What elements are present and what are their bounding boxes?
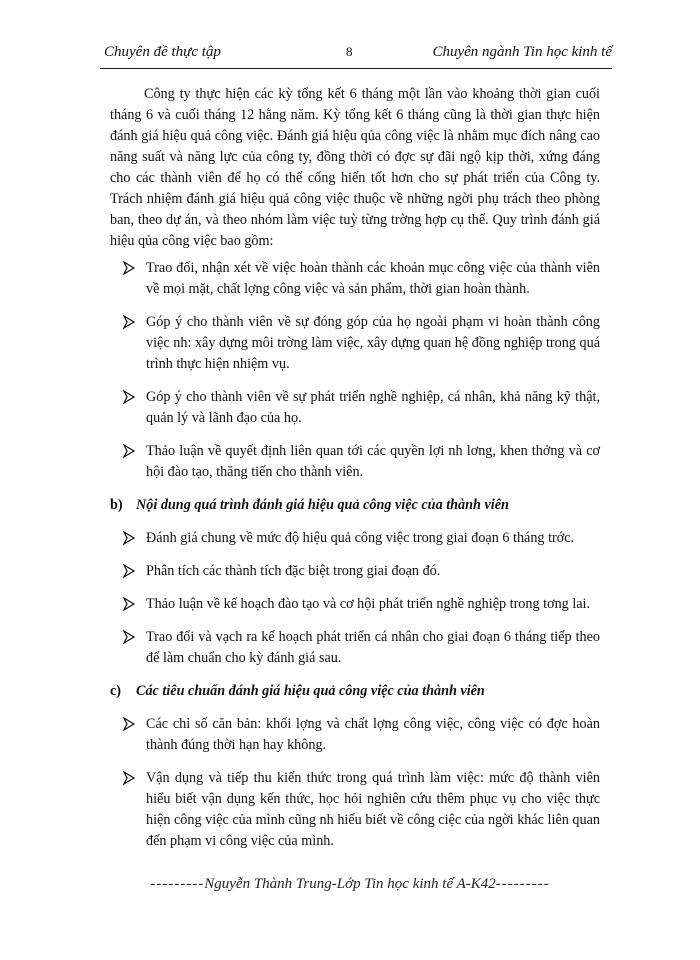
arrowhead-bullet-icon xyxy=(122,717,136,731)
list-item xyxy=(110,387,600,429)
list-item-text: Các chỉ số căn bản: khối lợng và chất lợng công việc, công việc có đợc hoàn thành đúng thời hạn hay không. xyxy=(146,716,600,753)
page-header xyxy=(100,40,612,69)
list-item xyxy=(110,714,600,756)
list-item-text: Đánh giá chung về mức độ hiệu quả công việc trong giai đoạn 6 tháng trớc. xyxy=(146,530,575,546)
section-c-title: Các tiêu chuẩn đánh giá hiệu quả công việc của thành viên xyxy=(136,683,485,699)
section-b-title: Nội dung quá trình đánh giá hiệu quả công việc của thành viên xyxy=(136,497,509,513)
list-item-text: Thảo luận về quyết định liên quan tới các quyền lợi nh lơng, khen thởng và cơ hội đào tạo, thăng tiến cho thành viên. xyxy=(146,443,600,480)
footer-author: Nguyễn Thành Trung-Lớp Tin học kinh tế A-K42 xyxy=(204,876,496,892)
list-item xyxy=(110,312,600,375)
footer-dashes-left: --------- xyxy=(150,876,205,892)
section-b-list xyxy=(110,528,600,669)
arrowhead-bullet-icon xyxy=(122,630,136,644)
list-item-text: Trao đổi và vạch ra kế hoạch phát triển cá nhân cho giai đoạn 6 tháng tiếp theo để làm chuẩn cho kỳ đánh giá sau. xyxy=(146,629,600,666)
list-item-text: Thảo luận về kế hoạch đào tạo và cơ hội phát triển nghề nghiệp trong tơng lai. xyxy=(146,596,591,612)
page-footer xyxy=(0,876,700,893)
intro-paragraph: Công ty thực hiện các kỳ tổng kết 6 tháng một lần vào khoảng thời gian cuối tháng 6 và cuối tháng 12 hằng năm. Kỳ tổng kết 6 tháng cũng là thời gian thực hiện đánh giá hiệu quả công việc. Đánh giá hiệu qủa công việc là nhằm mục đích nâng cao năng suất và năng lực của công ty, đồng thời có đợc sự đãi ngộ kịp thời, xứng đáng cho các thành viên để họ có thể cống hiến tốt hơn cho sự phát triển của Công ty. Trách nhiệm đánh giá hiệu quả công việc thuộc về những ngời phụ trách theo phòng ban, theo dự án, và theo nhóm làm việc tuỳ từng trờng hợp cụ thể. Quy trình đánh giá hiệu qủa công việc bao gồm: xyxy=(110,86,600,249)
arrowhead-bullet-icon xyxy=(122,444,136,458)
arrowhead-bullet-icon xyxy=(122,597,136,611)
list-item xyxy=(110,561,600,582)
header-left-title: Chuyên đề thực tập xyxy=(104,44,221,60)
arrowhead-bullet-icon xyxy=(122,261,136,275)
list-item xyxy=(110,627,600,669)
list-item xyxy=(110,528,600,549)
list-item xyxy=(110,441,600,483)
list-item-text: Phân tích các thành tích đặc biệt trong giai đoạn đó. xyxy=(146,563,441,579)
arrowhead-bullet-icon xyxy=(122,531,136,545)
header-right-title: Chuyên ngành Tin học kinh tế xyxy=(432,44,612,60)
page-number: 8 xyxy=(346,44,353,59)
page-body xyxy=(110,84,600,864)
list-item xyxy=(110,594,600,615)
arrowhead-bullet-icon xyxy=(122,315,136,329)
section-c-list xyxy=(110,714,600,852)
list-item xyxy=(110,258,600,300)
evaluation-steps-list xyxy=(110,258,600,483)
list-item-text: Góp ý cho thành viên về sự đóng góp của họ ngoài phạm vi hoàn thành công việc nh: xây dựng môi trờng làm việc, xây dựng quan hệ đồng nghiệp trong quá trình thực hiện nhiệm vụ. xyxy=(146,314,600,372)
list-item xyxy=(110,768,600,852)
arrowhead-bullet-icon xyxy=(122,771,136,785)
list-item-text: Vận dụng và tiếp thu kiến thức trong quá trình làm việc: mức độ thành viên hiểu biết vận dụng kến thức, học hỏi nghiên cứu thêm phục vụ cho việc thực hiện công việc của mình cũng nh hiểu biết về công ciệc của ngời khác liên quan đến phạm vi công việc của mình. xyxy=(146,770,600,849)
section-b-letter: b) xyxy=(110,497,123,513)
section-b-heading xyxy=(110,495,600,516)
footer-dashes-right: --------- xyxy=(495,876,550,892)
section-c-letter: c) xyxy=(110,683,122,699)
arrowhead-bullet-icon xyxy=(122,390,136,404)
arrowhead-bullet-icon xyxy=(122,564,136,578)
section-c-heading xyxy=(110,681,600,702)
list-item-text: Góp ý cho thành viên về sự phát triển nghề nghiệp, cá nhân, khả năng kỹ thật, quản lý và lãnh đạo của họ. xyxy=(146,389,600,426)
list-item-text: Trao đổi, nhận xét về việc hoàn thành các khoản mục công việc của thành viên về mọi mặt, chất lợng công việc và sản phẩm, thời gian hoàn thành. xyxy=(146,260,600,297)
